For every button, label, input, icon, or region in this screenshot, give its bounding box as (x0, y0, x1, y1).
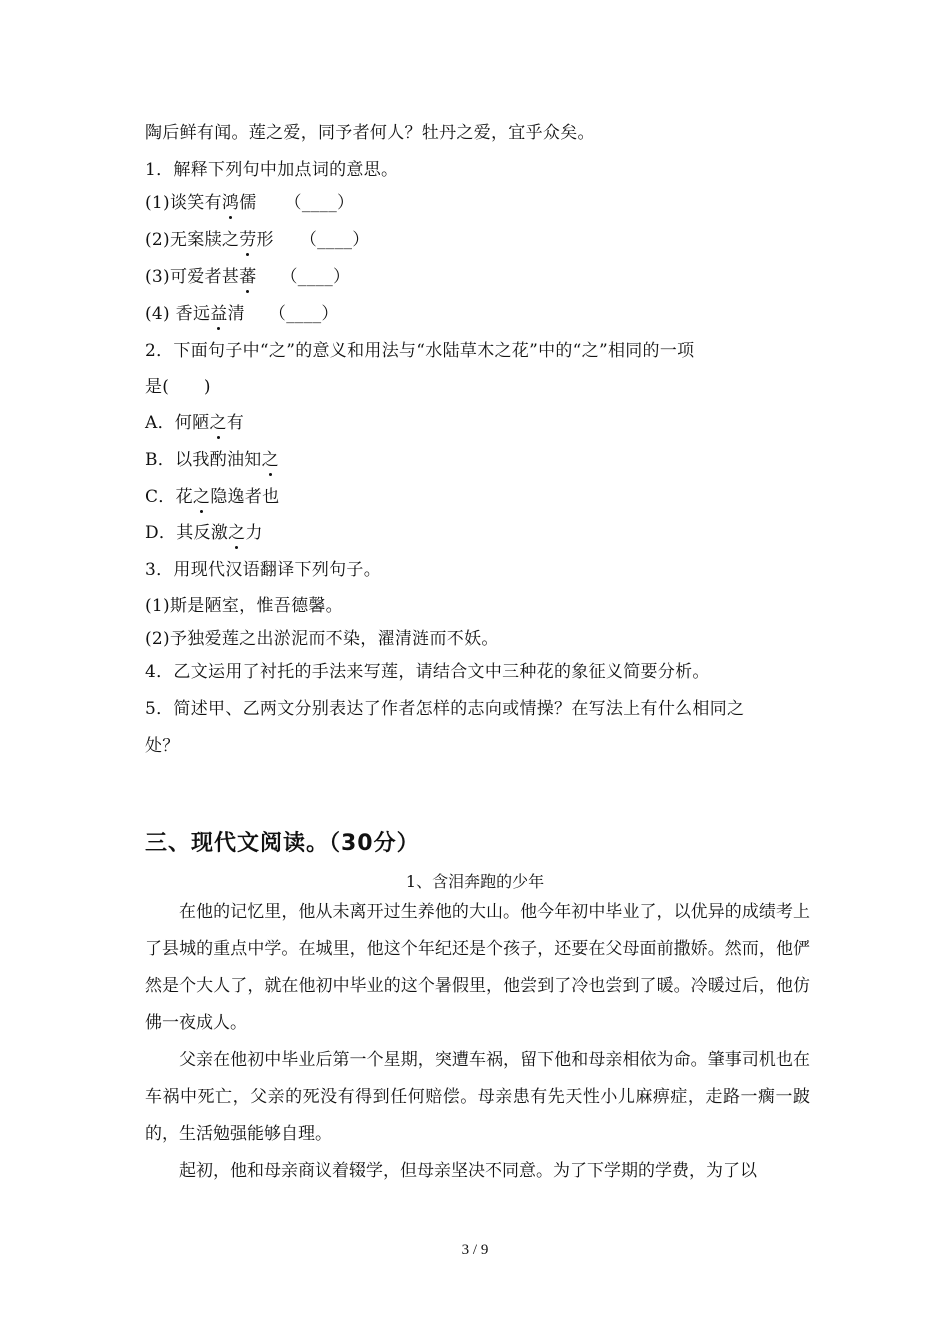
paragraph: 起初，他和母亲商议着辍学，但母亲坚决不同意。为了下学期的学费，为了以 (179, 1161, 757, 1181)
article-title: 1、含泪奔跑的少年 (405, 872, 545, 891)
section-heading: 三、现代文阅读。（30分） (145, 831, 420, 856)
option-text: B．以我酌油知 (145, 450, 262, 470)
question-1-item-2 (145, 229, 370, 251)
option-text: A．何陋 (145, 413, 210, 433)
question-3: 3．用现代汉语翻译下列句子。 (145, 560, 382, 580)
answer-blank[interactable]: （____） (268, 304, 339, 324)
article-body (145, 894, 810, 1190)
text-line: 陶后鲜有闻。莲之爱，同予者何人？牡丹之爱，宜乎众矣。 (145, 123, 595, 143)
paragraph: 父亲在他初中毕业后第一个星期，突遭车祸，留下他和母亲相依为命。肇事司机也在车祸中死亡，父亲的死没有得到任何赔偿。母亲患有先天性小儿麻痹症，走路一瘸一跛的，生活勉强能够自理。 (145, 1050, 810, 1144)
option-text: 力 (245, 523, 263, 543)
dotted-char: 劳 (239, 230, 257, 250)
question-3-item-1: (1)斯是陋室，惟吾德馨。 (145, 596, 343, 616)
item-text: (4) 香远 (145, 304, 211, 324)
item-text: (3)可爱者甚 (145, 267, 240, 287)
question-5-cont: 处？ (145, 736, 180, 756)
question-5: 5．简述甲、乙两文分别表达了作者怎样的志向或情操？在写法上有什么相同之 (145, 699, 745, 719)
option-d (145, 522, 263, 544)
item-text: 清 (227, 304, 245, 324)
dotted-char: 之 (192, 487, 211, 507)
question-1: 1．解释下列句中加点词的意思。 (145, 160, 399, 180)
question-2-cont: 是( ) (145, 377, 211, 397)
option-text: C．花 (145, 487, 193, 507)
option-text: 有 (226, 413, 245, 433)
dotted-char: 益 (210, 304, 228, 324)
option-b (145, 449, 279, 471)
paragraph: 在他的记忆里，他从未离开过生养他的大山。他今年初中毕业了，以优异的成绩考上了县城的重点中学。在城里，他这个年纪还是个孩子，还要在父母面前撒娇。然而，他俨然是个大人了，就在他初中毕业的这个暑假里，他尝到了冷也尝到了暖。冷暖过后，他仿佛一夜成人。 (145, 902, 810, 1033)
item-text: 形 (256, 230, 274, 250)
answer-blank[interactable]: （____） (284, 193, 355, 213)
option-text: D．其反激 (145, 523, 229, 543)
dotted-char: 鸿 (221, 193, 240, 213)
option-a (145, 412, 244, 434)
question-3-item-2: (2)予独爱莲之出淤泥而不染，濯清涟而不妖。 (145, 629, 499, 649)
question-4: 4．乙文运用了衬托的手法来写莲，请结合文中三种花的象征义简要分析。 (145, 662, 710, 682)
page-number: 3 / 9 (461, 1242, 489, 1258)
option-text: 隐逸者也 (210, 487, 280, 507)
option-c (145, 486, 279, 508)
question-1-item-1 (145, 192, 354, 214)
question-1-item-3 (145, 266, 350, 288)
item-text: 儒 (239, 193, 257, 213)
item-text: (1)谈笑有 (145, 193, 222, 213)
item-text: (2)无案牍之 (145, 230, 240, 250)
question-1-item-4 (145, 303, 339, 325)
dotted-char: 之 (261, 450, 279, 470)
question-2: 2．下面句子中“之”的意义和用法与“水陆草木之花”中的“之”相同的一项 (145, 341, 695, 361)
dotted-char: 蕃 (239, 267, 257, 287)
dotted-char: 之 (209, 413, 227, 433)
answer-blank[interactable]: （____） (299, 230, 370, 250)
answer-blank[interactable]: （____） (280, 267, 351, 287)
dotted-char: 之 (228, 523, 246, 543)
